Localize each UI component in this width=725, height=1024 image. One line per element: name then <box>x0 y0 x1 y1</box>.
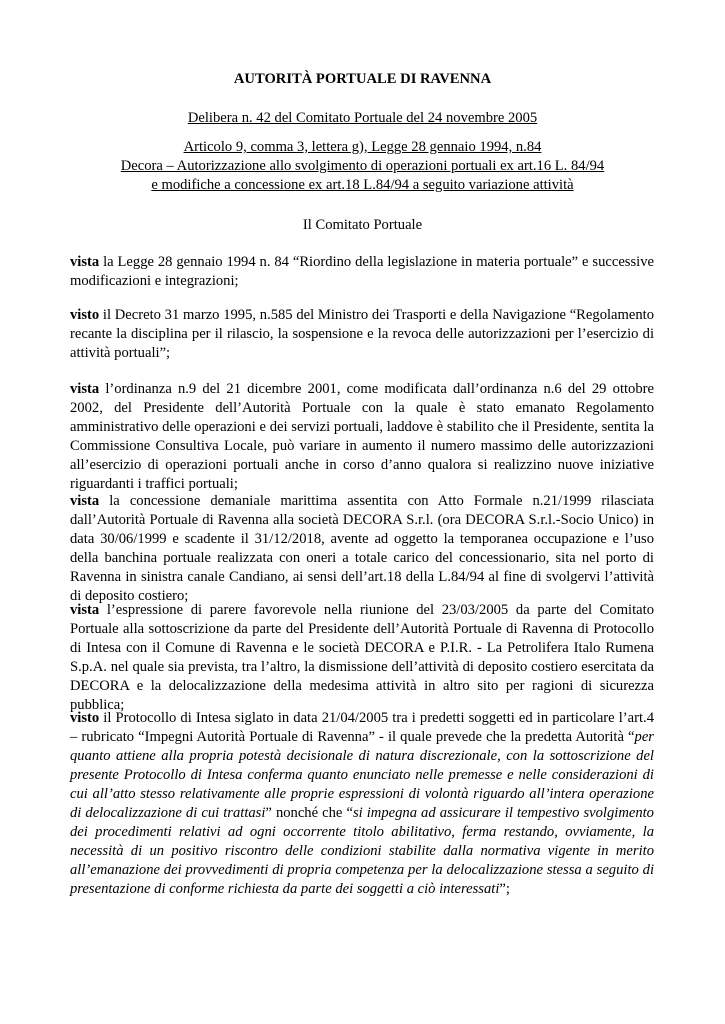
paragraph-text: la concessione demaniale marittima assentita con Atto Formale n.21/1999 rilasciata dall’Autorità Portuale di Ravenna alla società DECORA S.r.l. (ora DECORA S.r.l.-Socio Unico) in data 30/06/1999 e scadente il 31/12/2018, avente ad oggetto la temporanea occupazione e l’uso della banchina portuale realizzata con oneri a totale carico del concessionario, sita nel porto di Ravenna in sinistra canale Candiano, ai sensi dell’art.18 della L.84/94 al fine di svolgervi l’attività di deposito costiero; <box>70 493 654 604</box>
paragraph-keyword: vista <box>70 254 100 270</box>
paragraph-text: ” nonché che “ <box>265 805 353 821</box>
paragraph-text: il Protocollo di Intesa siglato in data 21/04/2005 tra i predetti soggetti ed in particolare l’art.4 – rubricato “Impegni Autorità Portuale di Ravenna” - il quale prevede che la predetta Autorità “ <box>70 710 654 745</box>
paragraph-parere <box>70 601 654 715</box>
paragraph-concessione <box>70 492 654 606</box>
paragraph-text: la Legge 28 gennaio 1994 n. 84 “Riordino della legislazione in materia portuale” e successive modificazioni e integrazioni; <box>70 254 654 289</box>
paragraph-ordinanza <box>70 380 654 494</box>
comitato-heading: Il Comitato Portuale <box>302 217 423 233</box>
oggetto-line-1: Decora – Autorizzazione allo svolgimento di operazioni portuali ex art.16 L. 84/94 <box>120 158 605 174</box>
articolo-heading: Articolo 9, comma 3, lettera g), Legge 28 gennaio 1994, n.84 <box>183 139 542 155</box>
paragraph-text: il Decreto 31 marzo 1995, n.585 del Ministro dei Trasporti e della Navigazione “Regolamento recante la disciplina per il rilascio, la sospensione e la revoca delle autorizzazioni per l’esercizio di attività portuali”; <box>70 307 654 361</box>
delibera-heading: Delibera n. 42 del Comitato Portuale del 24 novembre 2005 <box>187 110 538 126</box>
quoted-text: per quanto attiene alla propria potestà decisionale di natura discrezionale, con la sottoscrizione del presente Protocollo di Intesa conferma quanto enunciato nelle premesse e nelle considerazioni di cui all’atto stesso relativamente alle proprie espressioni di volontà riguardo all’intera operazione di delocalizzazione di cui trattasi <box>70 729 654 821</box>
paragraph-keyword: vista <box>70 493 100 509</box>
paragraph-keyword: vista <box>70 381 100 397</box>
paragraph-text: l’espressione di parere favorevole nella riunione del 23/03/2005 da parte del Comitato Portuale alla sottoscrizione da parte del Presidente dell’Autorità Portuale di Ravenna di Protocollo di Intesa con il Comune di Ravenna e le società DECORA e P.I.R. - La Petrolifera Italo Rumena S.p.A. nel quale sia prevista, tra l’altro, la dismissione dell’attività di deposito costiero esercitata da DECORA e la delocalizzazione della medesima attività in altro sito per ragioni di sicurezza pubblica; <box>70 602 654 713</box>
paragraph-keyword: visto <box>70 307 100 323</box>
oggetto-line-2: e modifiche a concessione ex art.18 L.84/94 a seguito variazione attività <box>151 177 574 193</box>
page-title: AUTORITÀ PORTUALE DI RAVENNA <box>233 71 492 87</box>
paragraph-text: l’ordinanza n.9 del 21 dicembre 2001, come modificata dall’ordinanza n.6 del 29 ottobre 2002, del Presidente dell’Autorità Portuale con la quale è stato emanato Regolamento amministrativo delle operazioni e dei servizi portuali, laddove è stabilito che il Presidente, sentita la Commissione Consultiva Locale, può variare in aumento il numero massimo delle autorizzazioni all’esercizio di operazioni portuali anche in corso d’anno qualora si realizzino nuove iniziative riguardanti i traffici portuali; <box>70 381 654 492</box>
quoted-text: si impegna ad assicurare il tempestivo svolgimento dei procedimenti relativi ad ogni occorrente titolo abilitativo, ferma restando, ovviamente, la necessità di un positivo riscontro delle condizioni stabilite dalla normativa vigente in merito all’emanazione dei provvedimenti di propria competenza per la delocalizzazione stessa a seguito di presentazione di conforme richiesta da parte dei soggetti a ciò interessati <box>70 805 654 897</box>
paragraph-keyword: vista <box>70 602 100 618</box>
paragraph-legge-84 <box>70 253 654 291</box>
paragraph-keyword: visto <box>70 710 100 726</box>
paragraph-protocollo <box>70 709 654 899</box>
paragraph-text: ”; <box>499 881 510 897</box>
paragraph-decreto-585 <box>70 306 654 363</box>
